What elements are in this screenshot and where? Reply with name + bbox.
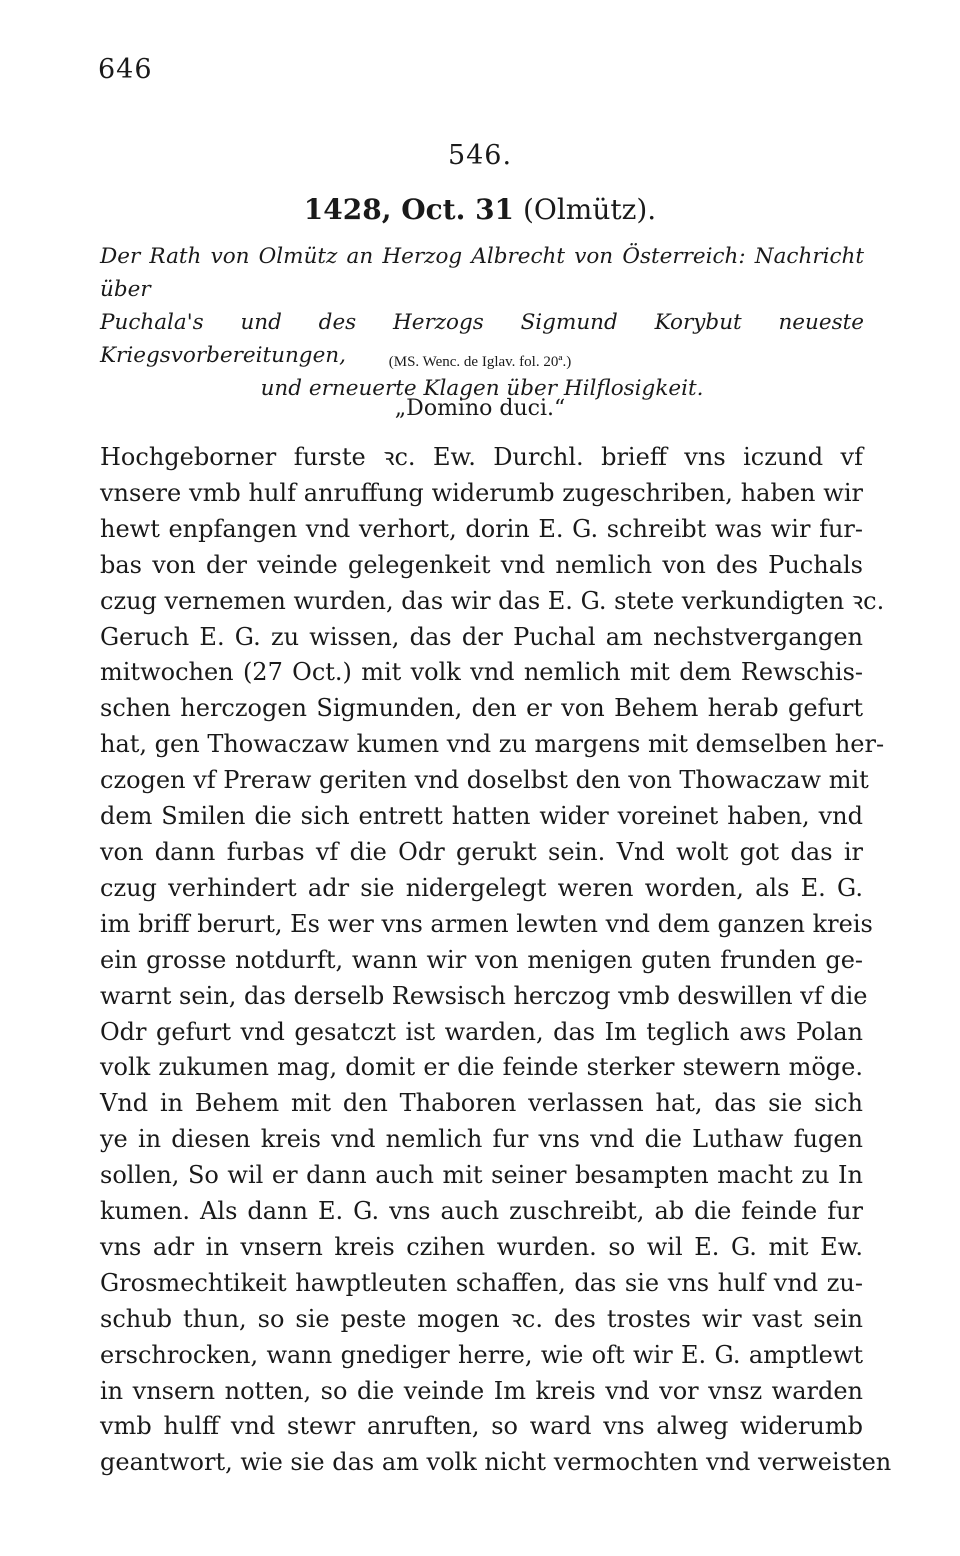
- body-line: bas von der veinde gelegenkeit vnd nemlich von des Puchals: [100, 550, 863, 579]
- body-line: geantwort, wie sie das am volk nicht vermochten vnd verweisten: [100, 1448, 892, 1477]
- body-line: warnt sein, das derselb Rewsisch herczog vmb deswillen vf die: [100, 981, 868, 1010]
- body-line: Hochgeborner furste ꝛc. Ew. Durchl. brieff vns iczund vf: [100, 443, 863, 471]
- document-summary: [100, 240, 864, 405]
- summary-line: und erneuerte Klagen über Hilflosigkeit.: [260, 376, 704, 401]
- body-line: Odr gefurt vnd gesatczt ist warden, das Im teglich aws Polan: [100, 1017, 863, 1046]
- body-line: vns adr in vnsern kreis czihen wurden. so wil E. G. mit Ew.: [100, 1232, 863, 1261]
- body-line: im briff berurt, Es wer vns armen lewten vnd dem ganzen kreis: [100, 909, 873, 938]
- summary-line: Puchala's und des Herzogs Sigmund Korybut neueste Kriegsvorbereitungen,: [100, 310, 864, 368]
- body-line: schub thun, so sie peste mogen ꝛc. des trostes wir vast sein: [100, 1304, 863, 1333]
- body-line: hat, gen Thowaczaw kumen vnd zu margens mit demselben her-: [100, 730, 885, 759]
- body-line: erschrocken, wann gnediger herre, wie oft wir E. G. amptlewt: [100, 1340, 863, 1369]
- document-place: (Olmütz).: [522, 193, 657, 226]
- body-line: czogen vf Preraw geriten vnd doselbst den von Thowaczaw mit: [100, 766, 869, 795]
- body-line: mitwochen (27 Oct.) mit volk vnd nemlich mit dem Rewschis-: [100, 658, 863, 687]
- summary-line: Der Rath von Olmütz an Herzog Albrecht von Österreich: Nachricht über: [100, 244, 864, 302]
- body-line: Vnd in Behem mit den Thaboren verlassen hat, das sie sich: [100, 1089, 863, 1118]
- body-line: Grosmechtikeit hawptleuten schaffen, das sie vns hulf vnd zu-: [100, 1268, 863, 1297]
- salutation: „Domino duci.“: [394, 396, 566, 421]
- body-line: vmb hulff vnd stewr anruften, so ward vns alweg widerumb: [100, 1412, 863, 1441]
- body-line: dem Smilen die sich entrett hatten wider voreinet haben, vnd: [100, 802, 863, 831]
- document-date-line: [0, 193, 960, 226]
- source-reference: (MS. Wenc. de Iglav. fol. 20ª.): [388, 354, 572, 370]
- body-line: ye in diesen kreis vnd nemlich fur vns vnd die Luthaw fugen: [100, 1125, 863, 1154]
- body-line: Geruch E. G. zu wissen, das der Puchal am nechstvergangen: [100, 622, 863, 651]
- page-number: 646: [98, 54, 153, 85]
- body-line: sollen, So wil er dann auch mit seiner besampten macht zu In: [100, 1161, 863, 1190]
- body-line: kumen. Als dann E. G. vns auch zuschreibt, ab die feinde fur: [100, 1197, 863, 1226]
- body-line: von dann furbas vf die Odr gerukt sein. Vnd wolt got das ir: [100, 837, 863, 866]
- body-line: czug vernemen wurden, das wir das E. G. stete verkundigten ꝛc.: [100, 586, 885, 615]
- body-line: vnsere vmb hulf anruffung widerumb zugeschriben, haben wir: [100, 478, 863, 507]
- letter-body: [100, 440, 892, 1481]
- body-line: schen herczogen Sigmunden, den er von Behem herab gefurt: [100, 694, 863, 723]
- body-line: in vnsern notten, so die veinde Im kreis vnd vor vnsz warden: [100, 1376, 863, 1405]
- body-line: volk zukumen mag, domit er die feinde sterker stewern möge.: [100, 1053, 863, 1082]
- body-line: hewt enpfangen vnd verhort, dorin E. G. schreibt was wir fur-: [100, 514, 863, 543]
- body-line: ein grosse notdurft, wann wir von menigen guten frunden ge-: [100, 945, 863, 974]
- document-date: 1428, Oct. 31: [303, 193, 515, 226]
- body-line: czug verhindert adr sie nidergelegt weren worden, als E. G.: [100, 873, 863, 902]
- document-number: 546.: [447, 140, 513, 171]
